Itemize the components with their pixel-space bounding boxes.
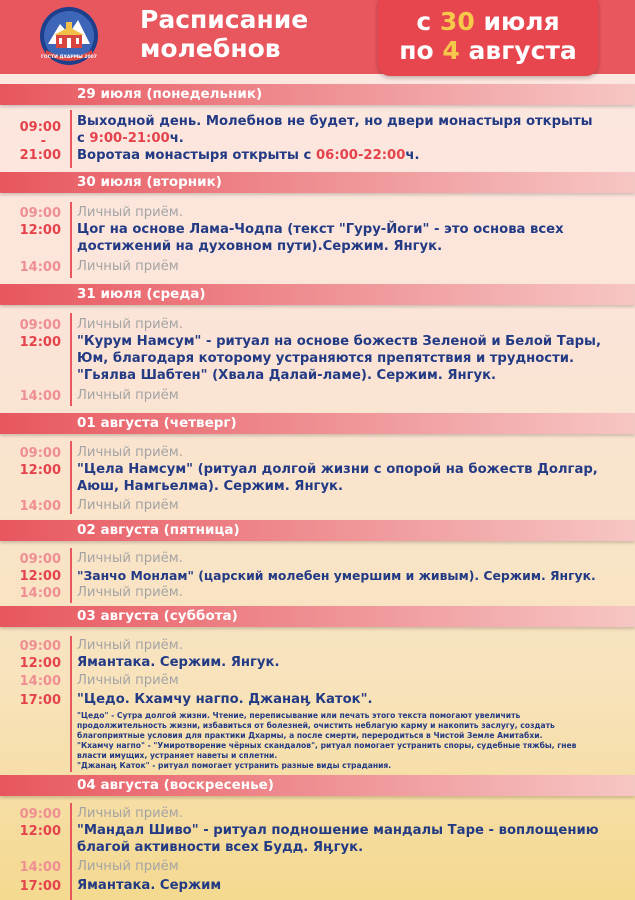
schedule-note: власти имущих, устраняет наветы и сплетни. <box>77 751 278 760</box>
time-slot: 14:00 <box>19 499 61 514</box>
schedule-text: "Гьялва Шабтен" (Хвала Далай-ламе). Сержим. Янгук. <box>77 368 497 383</box>
time-slot: 12:00 <box>19 223 61 238</box>
day-label: 01 августа (четверг) <box>77 415 237 431</box>
schedule-text: Ямантака. Сержим <box>77 878 222 893</box>
date-to-word: по <box>399 36 434 65</box>
time-slot: 09:00 <box>19 552 61 567</box>
schedule-text: Ямантака. Сержим. Янгук. <box>77 655 280 670</box>
date-to-number: 4 <box>442 36 460 65</box>
time-slot: 12:00 <box>19 463 61 478</box>
day-label: 03 августа (суббота) <box>77 608 238 624</box>
time-slot: 09:00 <box>19 318 61 333</box>
date-from-word: с <box>416 7 432 36</box>
schedule-text: Личный приём <box>77 498 179 513</box>
timeline-divider <box>70 548 72 603</box>
schedule-text: благой активности всех Будд. Яӊгук. <box>77 840 364 855</box>
date-range-badge <box>378 0 598 76</box>
schedule-text: Личный приём. <box>77 638 183 653</box>
time-slot: 14:00 <box>19 260 61 275</box>
timeline-divider <box>70 202 72 278</box>
schedule-text: "Цела Намсум" (ритуал долгой жизни с опорой на божеств Долгар, <box>77 462 598 477</box>
schedule-text: Личный приём. <box>77 205 183 220</box>
date-from-month: июля <box>483 7 560 36</box>
date-to-month: августа <box>468 36 577 65</box>
schedule-text: Личный приём <box>77 673 179 688</box>
schedule-text: Личный приём. <box>77 585 183 600</box>
schedule-text: с 9:00-21:00ч. <box>77 131 184 146</box>
day-header-03-august <box>0 606 635 627</box>
time-slot: 09:00 <box>19 639 61 654</box>
timeline-divider <box>70 441 72 514</box>
title-line-2: молебнов <box>140 34 281 63</box>
schedule-text: Личный приём. <box>77 551 183 566</box>
schedule-text: "Мандал Шиво" - ритуал подношение мандалы Таре - воплощению <box>77 823 599 838</box>
time-slot: 12:00 <box>19 824 61 839</box>
time-slot: 09:00 <box>19 807 61 822</box>
schedule-note: благоприятные условия для практики Дхармы, а после смерти, переродиться в Чистой Земле Амитабхи. <box>77 731 543 740</box>
time-slot: 12:00 <box>19 656 61 671</box>
schedule-text: Юм, благодаря которому устраняются препятствия и трудности. <box>77 351 574 366</box>
day-label: 04 августа (воскресенье) <box>77 777 274 793</box>
day-header-31-july <box>0 284 635 305</box>
day-header-04-august <box>0 775 635 796</box>
day-header-29-july <box>0 84 635 105</box>
schedule-text: Личный приём. <box>77 445 183 460</box>
day-header-01-august <box>0 413 635 434</box>
schedule-text: Личный приём. <box>77 317 183 332</box>
time-dash: - <box>40 134 46 149</box>
schedule-note: продолжительность жизни, избавиться от болезней, очистить неблагую карму и накопить заслугу, создать <box>77 721 555 730</box>
timeline-divider <box>70 803 72 900</box>
schedule-text: Воротаа монастыря открыты с 06:00-22:00ч. <box>77 148 420 163</box>
time-slot: 09:00 <box>19 446 61 461</box>
time-slot: 14:00 <box>19 860 61 875</box>
logo-caption: ГОСТИ ДХАРМЫ 2007 <box>41 55 97 60</box>
schedule-note: "Цедо" - Сутра долгой жизни. Чтение, переписывание или печать этого текста помогают увеличить <box>77 711 521 720</box>
schedule-text: Личный приём. <box>77 806 183 821</box>
time-start: 09:00 <box>19 120 61 135</box>
schedule-text: "Занчо Монлам" (царский молебен умершим и живым). Сержим. Янгук. <box>77 568 596 583</box>
schedule-text: Личный приём <box>77 259 179 274</box>
day-header-30-july <box>0 172 635 193</box>
day-label: 31 июля (среда) <box>77 286 206 302</box>
timeline-divider <box>70 110 72 168</box>
time-slot: 17:00 <box>19 879 61 894</box>
day-label: 30 июля (вторник) <box>77 174 222 190</box>
day-header-02-august <box>0 520 635 541</box>
time-end: 21:00 <box>19 148 61 163</box>
page-title <box>140 5 308 63</box>
time-slot: 14:00 <box>19 389 61 404</box>
schedule-note: "Джанаӊ Каток" - ритуал помогает устранить разные виды страдания. <box>77 761 392 770</box>
schedule-text: достижений на духовном пути).Сержим. Янгук. <box>77 239 443 254</box>
day-label: 02 августа (пятница) <box>77 522 240 538</box>
time-slot: 17:00 <box>19 693 61 708</box>
schedule-text: Выходной день. Молебнов не будет, но двери монастыря открыты <box>77 114 593 129</box>
timeline-divider <box>70 313 72 406</box>
time-slot: 14:00 <box>19 586 61 601</box>
time-slot: 12:00 <box>19 335 61 350</box>
time-slot: 12:00 <box>19 569 61 584</box>
time-slot: 09:00 <box>19 206 61 221</box>
schedule-text: "Цедо. Кхамчу нагпо. Джанаӊ Каток". <box>77 692 373 707</box>
schedule-text: Аюш, Намгьелма). Сержим. Янгук. <box>77 479 344 494</box>
date-from-number: 30 <box>439 7 475 36</box>
time-slot: 14:00 <box>19 674 61 689</box>
title-line-1: Расписание <box>140 5 309 34</box>
schedule-text: Цог на основе Лама-Чодпа (текст "Гуру-Йоги" - это основа всех <box>77 222 564 237</box>
schedule-text: Личный приём <box>77 388 179 403</box>
day-label: 29 июля (понедельник) <box>77 86 263 102</box>
schedule-text: Личный приём <box>77 859 179 874</box>
schedule-text: "Курум Намсум" - ритуал на основе божеств Зеленой и Белой Тары, <box>77 334 601 349</box>
timeline-divider <box>70 636 72 772</box>
monastery-logo-icon <box>38 6 100 66</box>
schedule-note: "Кхамчу нагпо" - "Умиротворение чёрных скандалов", ритуал помогает устранить споры, судебные тяжбы, гнев <box>77 741 577 750</box>
